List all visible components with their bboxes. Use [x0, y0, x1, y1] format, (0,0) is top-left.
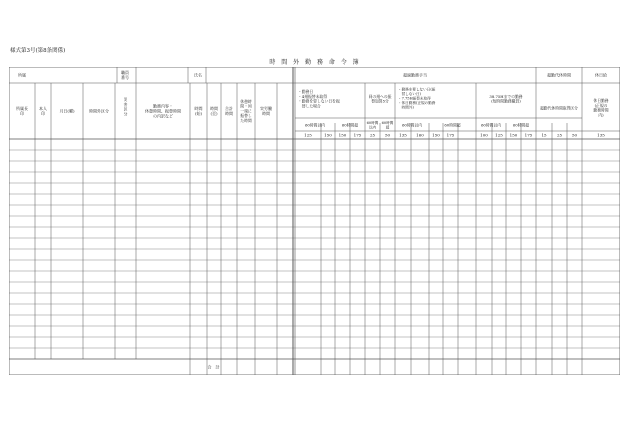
overtime-leave-label: 超勤代休時間: [547, 72, 571, 78]
rate-cell: 150: [338, 132, 347, 138]
leave-class-label: 超勤代休時間取得区分: [540, 105, 578, 111]
time-start-label: 時間(始): [194, 105, 203, 116]
group4-over-60-label: 60時間超: [512, 122, 530, 128]
group2-over-60-label: 60時間超: [381, 121, 394, 130]
rate-cell: 100: [480, 132, 488, 138]
actual-work-time-label: 実労働時間: [260, 105, 272, 116]
group-non-work-day-label: ・勤務を要しない日(振 替しない日)・7.75H振替未取得・休日勤務(正規の勤務 時間外): [398, 87, 436, 110]
table-row[interactable]: [9, 183, 620, 194]
rate-cell: 125: [495, 132, 503, 138]
group-week-transfer-label: 同の週への振替加算5分: [368, 93, 392, 104]
table-row[interactable]: [9, 315, 620, 326]
table-row[interactable]: [9, 348, 620, 359]
name-label: 氏名: [194, 72, 202, 78]
rate-cell: 150: [324, 132, 332, 138]
table-row[interactable]: [9, 205, 620, 216]
break-time-label: 休憩時間・同一週に振替した時間: [240, 98, 252, 123]
rate-cell: 25: [369, 132, 376, 138]
rate-cell: 135: [399, 132, 407, 138]
table-row[interactable]: [9, 139, 620, 150]
holiday-allowance-label: 休日給: [595, 72, 607, 78]
overtime-order-form: [9, 67, 620, 375]
staff-number-label: 職員番号: [121, 69, 129, 80]
disaster-class-label: 災害区分: [123, 97, 128, 117]
rate-cell: 175: [446, 132, 455, 138]
chief-seal-label: 所属長印: [16, 105, 28, 116]
rate-cell: 50: [384, 132, 391, 138]
affiliation-label: 所属: [18, 72, 26, 78]
form-title: 時 間 外 勤 務 命 令 簿: [269, 59, 361, 66]
table-row[interactable]: [9, 216, 620, 227]
form-grid: [9, 67, 620, 375]
rate-cell: 50: [571, 132, 578, 138]
table-row[interactable]: [9, 150, 620, 161]
group2-within-60-label: 60時間以内: [366, 121, 379, 130]
holiday-work-label: 休日勤務(正規の勤務時間内): [593, 98, 609, 118]
table-row[interactable]: [9, 326, 620, 337]
overtime-allowance-label: 超過勤務手当: [403, 72, 427, 78]
table-row[interactable]: [9, 238, 620, 249]
table-row[interactable]: [9, 227, 620, 238]
time-end-label: 時間(至): [210, 105, 218, 116]
table-row[interactable]: [9, 194, 620, 205]
table-row[interactable]: [9, 282, 620, 293]
total-time-label: 合計時間: [225, 105, 233, 116]
work-content-label: 勤務内容・休憩時間、振替時間の内訳など: [145, 103, 181, 119]
rate-cell: 125: [304, 132, 312, 138]
table-row[interactable]: [9, 249, 620, 260]
table-row[interactable]: [9, 304, 620, 315]
table-row[interactable]: [9, 161, 620, 172]
group1-over-60-label: 60時間超: [341, 122, 359, 128]
table-row[interactable]: [9, 260, 620, 271]
group1-within-60-label: 60時間以内: [304, 122, 326, 128]
table-row[interactable]: [9, 293, 620, 304]
table-row[interactable]: [9, 172, 620, 183]
group-workday-label: ・勤務日・4週振替未取得・勤務を要しない日を振 替した場合: [298, 89, 340, 109]
total-label: 合 計: [207, 364, 220, 370]
rate-cell: 150: [432, 132, 440, 138]
rate-cell: 150: [509, 132, 518, 138]
date-label: 月日(曜): [59, 108, 75, 114]
group4-within-60-label: 60時間以内: [480, 122, 502, 128]
group3-within-60-label: 60時間以内: [401, 122, 423, 128]
rate-cell: 135: [597, 132, 605, 138]
rate-cell: 175: [524, 132, 533, 138]
rate-cell: 160: [416, 132, 424, 138]
group3-over-60-label: 60時間超: [444, 122, 461, 128]
rate-cell: 15: [541, 132, 547, 138]
table-row[interactable]: [9, 271, 620, 282]
overtime-class-label: 時間外区分: [89, 108, 109, 114]
rate-cell: 175: [353, 132, 362, 138]
form-number: 様式第3号(第8条関係): [10, 48, 66, 54]
self-seal-label: 本人印: [39, 105, 47, 116]
rate-cell: 25: [556, 132, 563, 138]
group-short-time-label: 38.75Hまでの勤務(短時間勤務職員): [489, 93, 523, 104]
table-row[interactable]: [9, 337, 620, 348]
